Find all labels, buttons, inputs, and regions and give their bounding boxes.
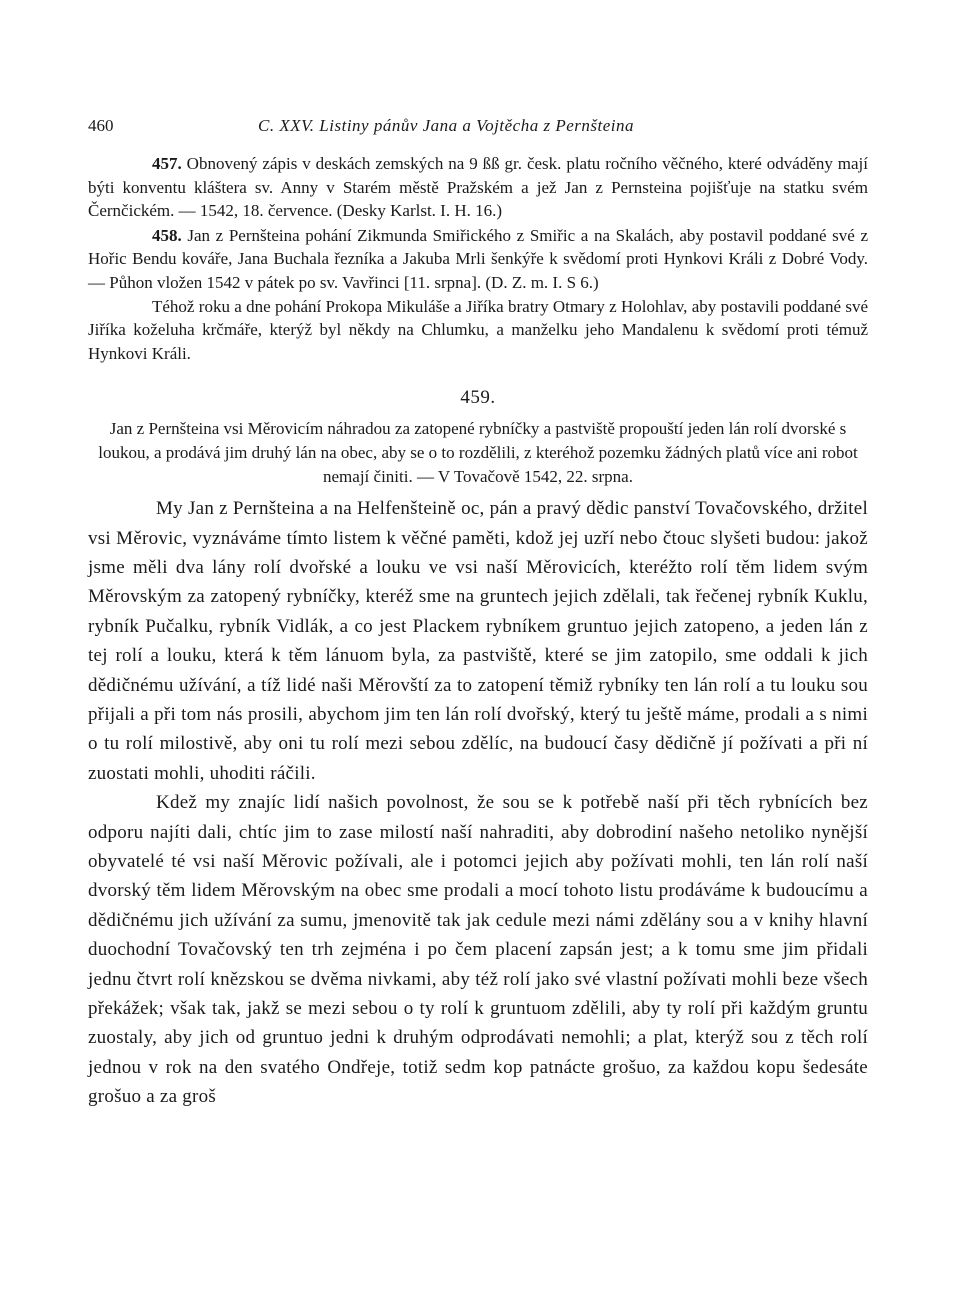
document-458-continuation: Téhož roku a dne pohání Prokopa Mikuláše a Jiříka bratry Otmary z Holohlav, aby postavili poddané své Jiříka koželuha krčmáře, kterýž byl někdy na Chlumku, a manželku jeho Mandalenu k svědomí proti témuž Hynkovi Králi. (88, 296, 868, 363)
document-459-regest: Jan z Pernšteina vsi Měrovicím náhradou za zatopené rybníčky a pastviště propouští jeden lán rolí dvorské s loukou, a prodává jim druhý lán na obec, aby se o to rozdělili, z kteréhož pozemku žádných platů více ani robot nemají činiti. — V Tovačově 1542, 22. srpna. (98, 419, 858, 486)
page-header (88, 116, 868, 146)
document-summary: Jan z Pernšteina pohání Zikmunda Smiřického z Smiřic a na Skalách, aby postavil poddané své z Hořic Bendu kováře, Jana Buchala řezníka a Jakuba Mrli šenkýře k svědomí proti Hynkovi Králi z Dobré Vody. — Půhon vložen 1542 v pátek po sv. Vavřinci [11. srpna]. (D. Z. m. I. S 6.) (88, 225, 868, 292)
running-title: C. XXV. Listiny pánův Jana a Vojtěcha z Pernšteina (258, 116, 634, 135)
page-number: 460 (88, 116, 114, 135)
document-457 (88, 152, 868, 223)
document-459-body (88, 494, 868, 1112)
document-summary: Obnovený zápis v deskách zemských na 9 ßß gr. česk. platu ročního věčného, které odváděny mají býti konventu kláštera sv. Anny v Starém městě Pražském a jež Jan z Pernsteina pojišťuje na statku svém Černčickém. — 1542, 18. července. (Desky Karlst. I. H. 16.) (88, 154, 868, 221)
document-number: 458. (152, 225, 182, 245)
document-458-text (88, 224, 868, 295)
document-number: 457. (152, 154, 182, 173)
document-458 (88, 224, 868, 366)
body-paragraph: Kdež my znajíc lidí našich povolnost, že sou se k potřebě naší při těch rybnících bez odporu najíti dali, chtíc jim to zase milostí naší nahraditi, aby dobrodiní našeho netoliko nynější obyvatelé té vsi naší Měrovic požívali, ale i potomci jejich aby požívati mohli, ten lán rolí naší dvorský těm lidem Měrovským na obec sme prodali a mocí tohoto listu prodáváme k budoucímu a dědičnému jich užívání za sumu, jmenovitě tak jak cedule mezi námi zdělány sou a v knihy hlavní duochodní Tovačovský ten trh zejména i po čem placení zapsán jest; a k tomu sme jim přidali jednu čtvrt rolí knězskou se dvěma nivkami, aby též rolí jako své vlastní požívati mohli beze všech překážek; však tak, jakž se mezi sebou o ty rolí k gruntuom zdělili, aby ty rolí při každým gruntu zuostaly, aby jich od gruntuo jedni k druhým odprodávati nemohli; a plat, kterýž sou z těch rolí jednou v rok na den svatého Ondřeje, totiž sedm kop patnácte grošuo, za každou kopu šedesáte grošuo a za groš (88, 792, 868, 1108)
document-page (88, 116, 868, 1112)
document-459-number: 459. (460, 387, 496, 409)
body-paragraph: My Jan z Pernšteina a na Helfenšteině oc, pán a pravý dědic panství Tovačovského, držitel vsi Měrovic, vyznáváme tímto listem k věčné paměti, kdož jej uzří nebo čtouc slyšeti budou: jakož jsme měli dva lány rolí dvořské a louku ve vsi naší Měrovicích, kteréžto rolí těm lidem svým Měrovským za zatopený rybníčky, kteréž sme na gruntech jejich zdělali, tak řečenej rybník Kuklu, rybník Pučalku, rybník Vidlák, a co jest Plackem rybníkem gruntuo jejich zatopeno, a jeden lán z tej rolí a louku, která k těm lánuom byla, za pastviště, které se jim zatopilo, sme oddali k jich dědičnému užívání, a tíž lidé naši Měrovští za to zatopení těmiž rybníky ten lán rolí a tu louku sou přijali a při tom nás prosili, abychom jim ten lán rolí dvořský, který tu ještě máme, prodali a s nimi o tu rolí milostivě, aby oni tu rolí mezi sebou zdělíc, na budoucí časy dědičně jí požívati a při ní zuostati mohli, uhoditi ráčili. (88, 498, 868, 784)
document-457-text (88, 152, 868, 223)
